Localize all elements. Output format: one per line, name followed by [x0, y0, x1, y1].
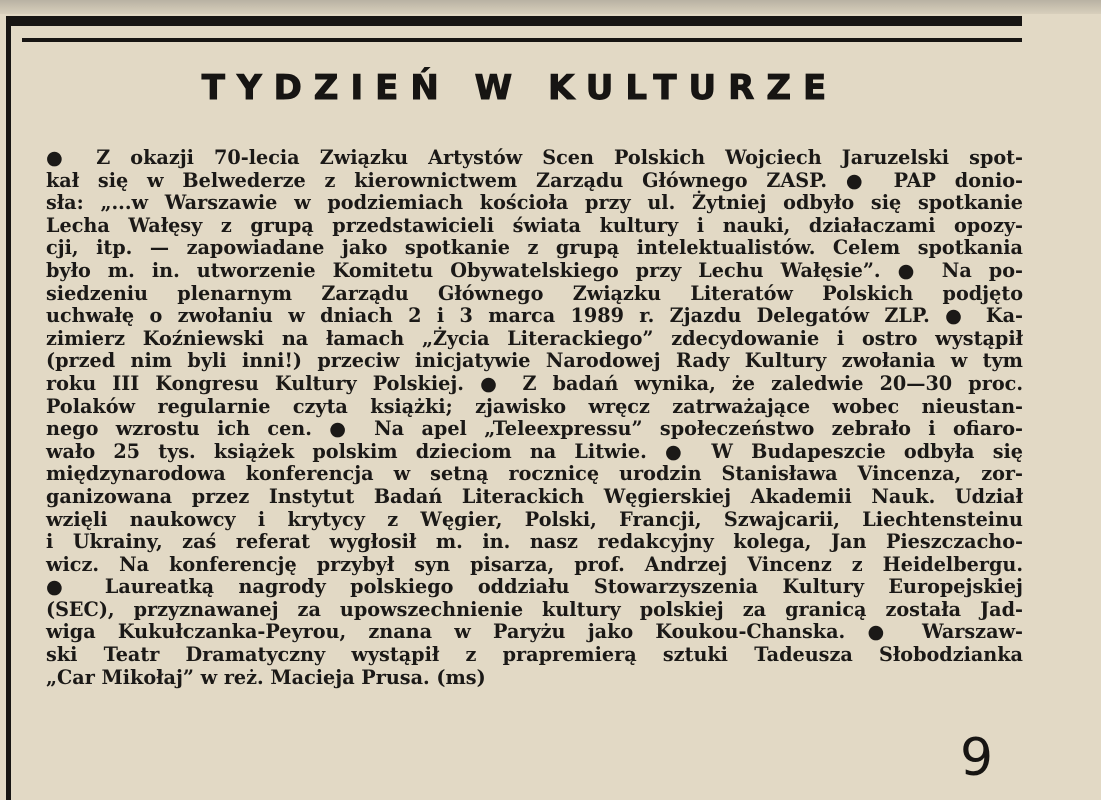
article-line: zimierz Koźniewski na łamach „Życia Literackiego” zdecydowanie i ostro wystąpił — [46, 326, 1023, 350]
article-line: wicz. Na konferencję przybył syn pisarza, prof. Andrzej Vincenz z Heidelbergu. — [46, 552, 1023, 576]
article-line: kał się w Belwederze z kierownictwem Zarządu Głównego ZASP. ● PAP donio- — [46, 168, 1023, 192]
article-line: nego wzrostu ich cen. ● Na apel „Teleexpressu” społeczeństwo zebrało i ofiaro- — [46, 417, 1023, 441]
article-line: ● Laureatką nagrody polskiego oddziału Stowarzyszenia Kultury Europejskiej — [46, 575, 1023, 599]
article-line: wzięli naukowcy i krytycy z Węgier, Polski, Francji, Szwajcarii, Liechtensteinu — [46, 507, 1023, 531]
section-title — [0, 68, 1040, 108]
top-rule — [6, 16, 1022, 26]
article-line: ganizowana przez Instytut Badań Literackich Węgierskiej Akademii Nauk. Udział — [46, 484, 1023, 508]
article-line: międzynarodowa konferencja w setną rocznicę urodzin Stanisława Vincenza, zor- — [46, 462, 1023, 486]
article-line: ski Teatr Dramatyczny wystąpił z prapremierą sztuki Tadeusza Słobodzianka — [46, 643, 1023, 667]
article-line: „Car Mikołaj” w reż. Macieja Prusa. (ms) — [46, 665, 486, 689]
article-line: sła: „...w Warszawie w podziemiach kościoła przy ul. Żytniej odbyło się spotkanie — [46, 191, 1023, 215]
article-line: roku III Kongresu Kultury Polskiej. ● Z badań wynika, że zaledwie 20—30 proc. — [46, 371, 1023, 395]
article-line: uchwałę o zwołaniu w dniach 2 i 3 marca 1989 r. Zjazdu Delegatów ZLP. ● Ka- — [46, 304, 1023, 328]
article-line: i Ukrainy, zaś referat wygłosił m. in. nasz redakcyjny kolega, Jan Pieszczacho- — [46, 530, 1023, 554]
article-line: wało 25 tys. książek polskim dzieciom na Litwie. ● W Budapeszcie odbyła się — [46, 439, 1023, 463]
article-line: było m. in. utworzenie Komitetu Obywatelskiego przy Lechu Wałęsie”. ● Na po- — [46, 258, 1023, 282]
second-rule — [22, 38, 1022, 42]
article-line: cji, itp. — zapowiadane jako spotkanie z grupą intelektualistów. Celem spotkania — [46, 236, 1023, 260]
page-number: 9 — [960, 728, 994, 788]
article-line: (SEC), przyznawanej za upowszechnienie kultury polskiej za granicą została Jad- — [46, 597, 1023, 621]
article-line: siedzeniu plenarnym Zarządu Głównego Związku Literatów Polskich podjęto — [46, 281, 1023, 305]
article-line: Polaków regularnie czyta książki; zjawisko wręcz zatrważające wobec nieustan- — [46, 394, 1023, 418]
previous-page-bleed — [0, 0, 1101, 14]
section-title-text: TYDZIEŃ W KULTURZE — [201, 68, 839, 108]
article-line: (przed nim byli inni!) przeciw inicjatywie Narodowej Rady Kultury zwołania w tym — [46, 349, 1023, 373]
article-body — [46, 147, 1023, 689]
left-rule — [6, 16, 11, 800]
article-line: wiga Kukułczanka-Peyrou, znana w Paryżu jako Koukou-Chanska. ● Warszaw- — [46, 620, 1023, 644]
article-line: Lecha Wałęsy z grupą przedstawicieli świata kultury i nauki, działaczami opozy- — [46, 213, 1023, 237]
article-line: ● Z okazji 70-lecia Związku Artystów Scen Polskich Wojciech Jaruzelski spot- — [46, 146, 1023, 169]
